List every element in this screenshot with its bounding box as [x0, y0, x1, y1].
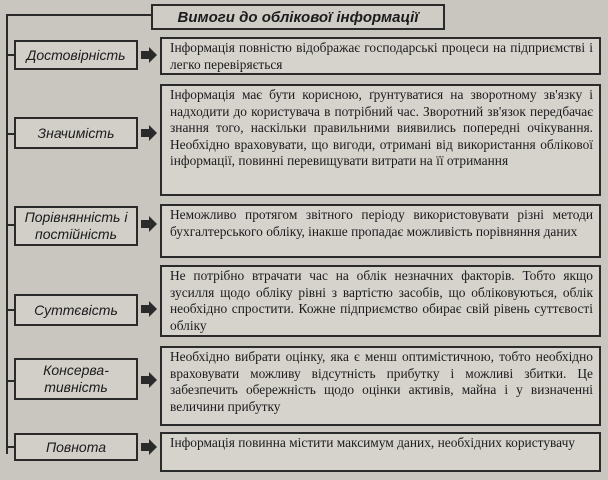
description-box-conservatism [160, 346, 601, 426]
arrow-right-icon [141, 372, 157, 388]
term-label: Суттєвість [34, 301, 118, 318]
arrow-right-icon [141, 439, 157, 455]
diagram-title-text: Вимоги до облікової інформації [177, 8, 419, 26]
connector-line [6, 14, 152, 16]
arrow-right-icon [141, 301, 157, 317]
term-label: Достовірність [26, 46, 126, 63]
description-box-significance [160, 84, 601, 196]
description-text: Інформація має бути корисною, ґрунтуватися на зворотному зв'язку і надходити до користувача в потрібний час. Зворотний зв'язок передбачає знання того, наскільки правильними виявились попередні очікування. Необхідно враховувати, що вигоди, отримані від використання облікової інформації, повинні перевищувати витрати на її отримання [170, 87, 593, 169]
description-box-completeness [160, 432, 601, 472]
term-box-significance [14, 117, 138, 149]
term-box-materiality [14, 294, 138, 326]
description-text: Необхідно вибрати оцінку, яка є менш оптимістичною, тобто необхідно враховувати можливу відсутність прибутку і можливі збитки. Це забезпечить обережність щодо оцінки активів, майна і у визначенні величини прибутку [170, 349, 593, 414]
connector-spine [6, 14, 8, 454]
description-text: Інформація повинна містити максимум даних, необхідних користувачу [170, 435, 575, 450]
description-box-materiality [160, 265, 601, 337]
arrow-right-icon [141, 216, 157, 232]
description-text: Не потрібно втрачати час на облік незначних факторів. Тобто якщо зусилля щодо обліку рівні з вартістю засобів, що обліковуються, облік необхідно спростити. Кожне підприємство обирає свій рівень суттєвості обліку [170, 268, 593, 333]
term-box-comparability [14, 206, 138, 246]
term-box-conservatism [14, 358, 138, 400]
description-box-reliability [160, 37, 601, 75]
arrow-right-icon [141, 125, 157, 141]
term-box-completeness [14, 433, 138, 461]
term-box-reliability [14, 40, 138, 70]
description-text: Неможливо протягом звітного періоду використовувати різні методи бухгалтерського обліку, інакше пропадає можливість порівняння даних [170, 207, 593, 239]
term-label: Повнота [45, 438, 107, 455]
description-text: Інформація повністю відображає господарські процеси на підприємстві і легко перевіряється [170, 40, 593, 72]
term-label: Консерва-тивність [43, 362, 109, 395]
description-box-comparability [160, 204, 601, 258]
term-label: Значимість [37, 124, 115, 141]
term-label: Порівнянність і постійність [24, 209, 128, 242]
arrow-right-icon [141, 47, 157, 63]
diagram-title [151, 4, 445, 30]
